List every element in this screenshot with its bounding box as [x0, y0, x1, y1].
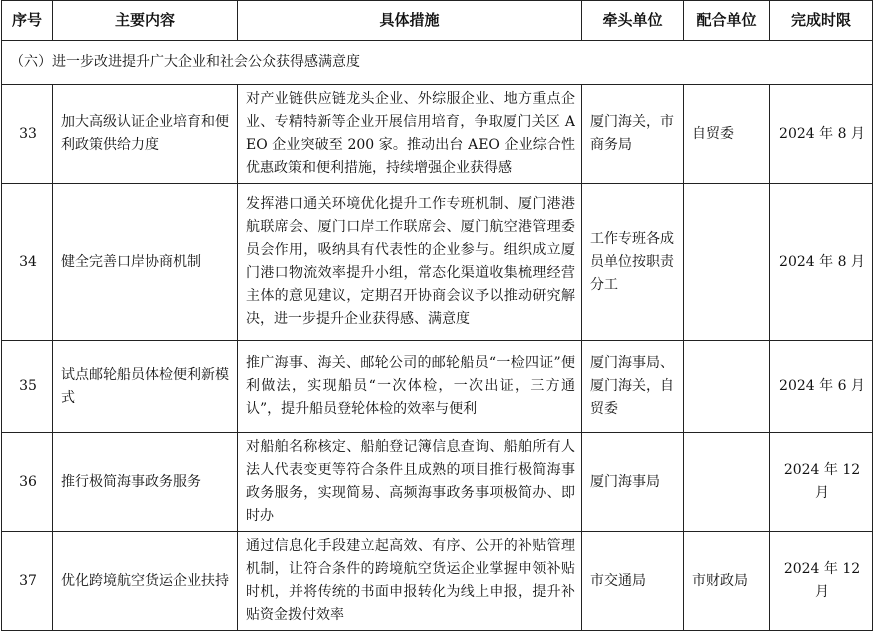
- seq-number: 36: [19, 473, 37, 490]
- partner-unit-text: 自贸委: [692, 125, 734, 142]
- header-partner-unit-cell: [684, 1, 770, 41]
- deadline-text: 2024 年 6 月: [779, 378, 865, 394]
- deadline-text: 2024 年 8 月: [779, 125, 865, 142]
- seq-number: 34: [19, 253, 37, 270]
- table-row: [2, 532, 873, 631]
- partner-unit-cell: [684, 433, 770, 532]
- table-row: [2, 184, 873, 341]
- measures-text: 发挥港口通关环境优化提升工作专班机制、厦门港港航联席会、厦门口岸工作联席会、厦门航空港管理委员会作用，吸纳具有代表性的企业参与。组织成立厦门港口物流效率提升小组，常态化渠道收集梳理经营主体的意见建议，定期召开协商会议予以推动研究解决，进一步提升企业获得感、满意度: [246, 196, 575, 327]
- main-content-text: 推行极简海事政务服务: [61, 473, 201, 490]
- header-lead-unit-cell: [582, 1, 684, 41]
- deadline-cell: [770, 532, 873, 631]
- seq-number: 33: [19, 125, 37, 142]
- main-content-cell: [53, 85, 238, 184]
- measures-cell: [238, 532, 582, 631]
- measures-cell: [238, 85, 582, 184]
- section-title-cell: [2, 41, 873, 85]
- deadline-text: 2024 年 12 月: [783, 462, 861, 501]
- deadline-cell: [770, 85, 873, 184]
- partner-unit-cell: [684, 85, 770, 184]
- main-content-cell: [53, 532, 238, 631]
- partner-unit-cell: [684, 341, 770, 433]
- lead-unit-cell: [582, 433, 684, 532]
- measures-cell: [238, 184, 582, 341]
- seq-cell: [2, 532, 53, 631]
- lead-unit-text: 市交通局: [590, 572, 646, 589]
- header-partner-unit: 配合单位: [696, 11, 757, 29]
- seq-cell: [2, 341, 53, 433]
- main-content-text: 试点邮轮船员体检便利新模式: [61, 366, 229, 406]
- seq-cell: [2, 184, 53, 341]
- header-lead-unit: 牵头单位: [602, 11, 663, 29]
- header-measures-cell: [238, 1, 582, 41]
- seq-number: 37: [19, 572, 37, 589]
- main-content-text: 健全完善口岸协商机制: [61, 253, 201, 270]
- seq-number: 35: [19, 378, 37, 394]
- deadline-cell: [770, 341, 873, 433]
- main-content-text: 优化跨境航空货运企业扶持: [61, 572, 229, 589]
- lead-unit-cell: [582, 341, 684, 433]
- lead-unit-text: 工作专班各成员单位按职责分工: [590, 230, 674, 293]
- main-content-text: 加大高级认证企业培育和便利政策供给力度: [61, 114, 229, 153]
- deadline-cell: [770, 184, 873, 341]
- measures-text: 推广海事、海关、邮轮公司的邮轮船员“一检四证”便利做法，实现船员“一次体检，一次出证，三方通认”，提升船员登轮体检的效率与便利: [246, 355, 575, 417]
- table-row: [2, 341, 873, 433]
- deadline-text: 2024 年 8 月: [779, 253, 865, 270]
- partner-unit-cell: [684, 184, 770, 341]
- header-seq: 序号: [11, 11, 42, 29]
- header-deadline: 完成时限: [790, 11, 851, 29]
- measures-table: [1, 0, 873, 631]
- lead-unit-cell: [582, 184, 684, 341]
- seq-cell: [2, 85, 53, 184]
- main-content-cell: [53, 433, 238, 532]
- lead-unit-text: 厦门海事局: [590, 473, 660, 490]
- measures-cell: [238, 433, 582, 532]
- header-main-content-cell: [53, 1, 238, 41]
- table-header-row: [2, 1, 873, 41]
- measures-text: 对船舶名称核定、船舶登记簿信息查询、船舶所有人法人代表变更等符合条件且成熟的项目推行极简海事政务服务，实现简易、高频海事政务事项极简办、即时办: [246, 439, 575, 524]
- partner-unit-cell: [684, 532, 770, 631]
- main-content-cell: [53, 184, 238, 341]
- header-seq-cell: [2, 1, 53, 41]
- section-title: （六）进一步改进提升广大企业和社会公众获得感满意度: [10, 54, 360, 70]
- header-measures: 具体措施: [379, 11, 440, 29]
- lead-unit-text: 厦门海关，市商务局: [590, 114, 674, 153]
- table-row: [2, 85, 873, 184]
- deadline-text: 2024 年 12 月: [783, 561, 861, 600]
- seq-cell: [2, 433, 53, 532]
- lead-unit-cell: [582, 85, 684, 184]
- lead-unit-cell: [582, 532, 684, 631]
- measures-cell: [238, 341, 582, 433]
- measures-text: 对产业链供应链龙头企业、外综服企业、地方重点企业、专精特新等企业开展信用培育，争取厦门关区 AEO 企业突破至 200 家。推动出台 AEO 企业综合性优惠政策和便利措施，持续增强企业获得感: [246, 91, 575, 176]
- main-content-cell: [53, 341, 238, 433]
- table-row: [2, 433, 873, 532]
- deadline-cell: [770, 433, 873, 532]
- section-title-row: [2, 41, 873, 85]
- header-deadline-cell: [770, 1, 873, 41]
- header-main-content: 主要内容: [114, 11, 175, 29]
- measures-text: 通过信息化手段建立起高效、有序、公开的补贴管理机制，让符合条件的跨境航空货运企业掌握申领补贴时机，并将传统的书面申报转化为线上申报，提升补贴资金拨付效率: [246, 538, 575, 623]
- partner-unit-text: 市财政局: [692, 572, 748, 589]
- lead-unit-text: 厦门海事局、厦门海关，自贸委: [590, 355, 674, 417]
